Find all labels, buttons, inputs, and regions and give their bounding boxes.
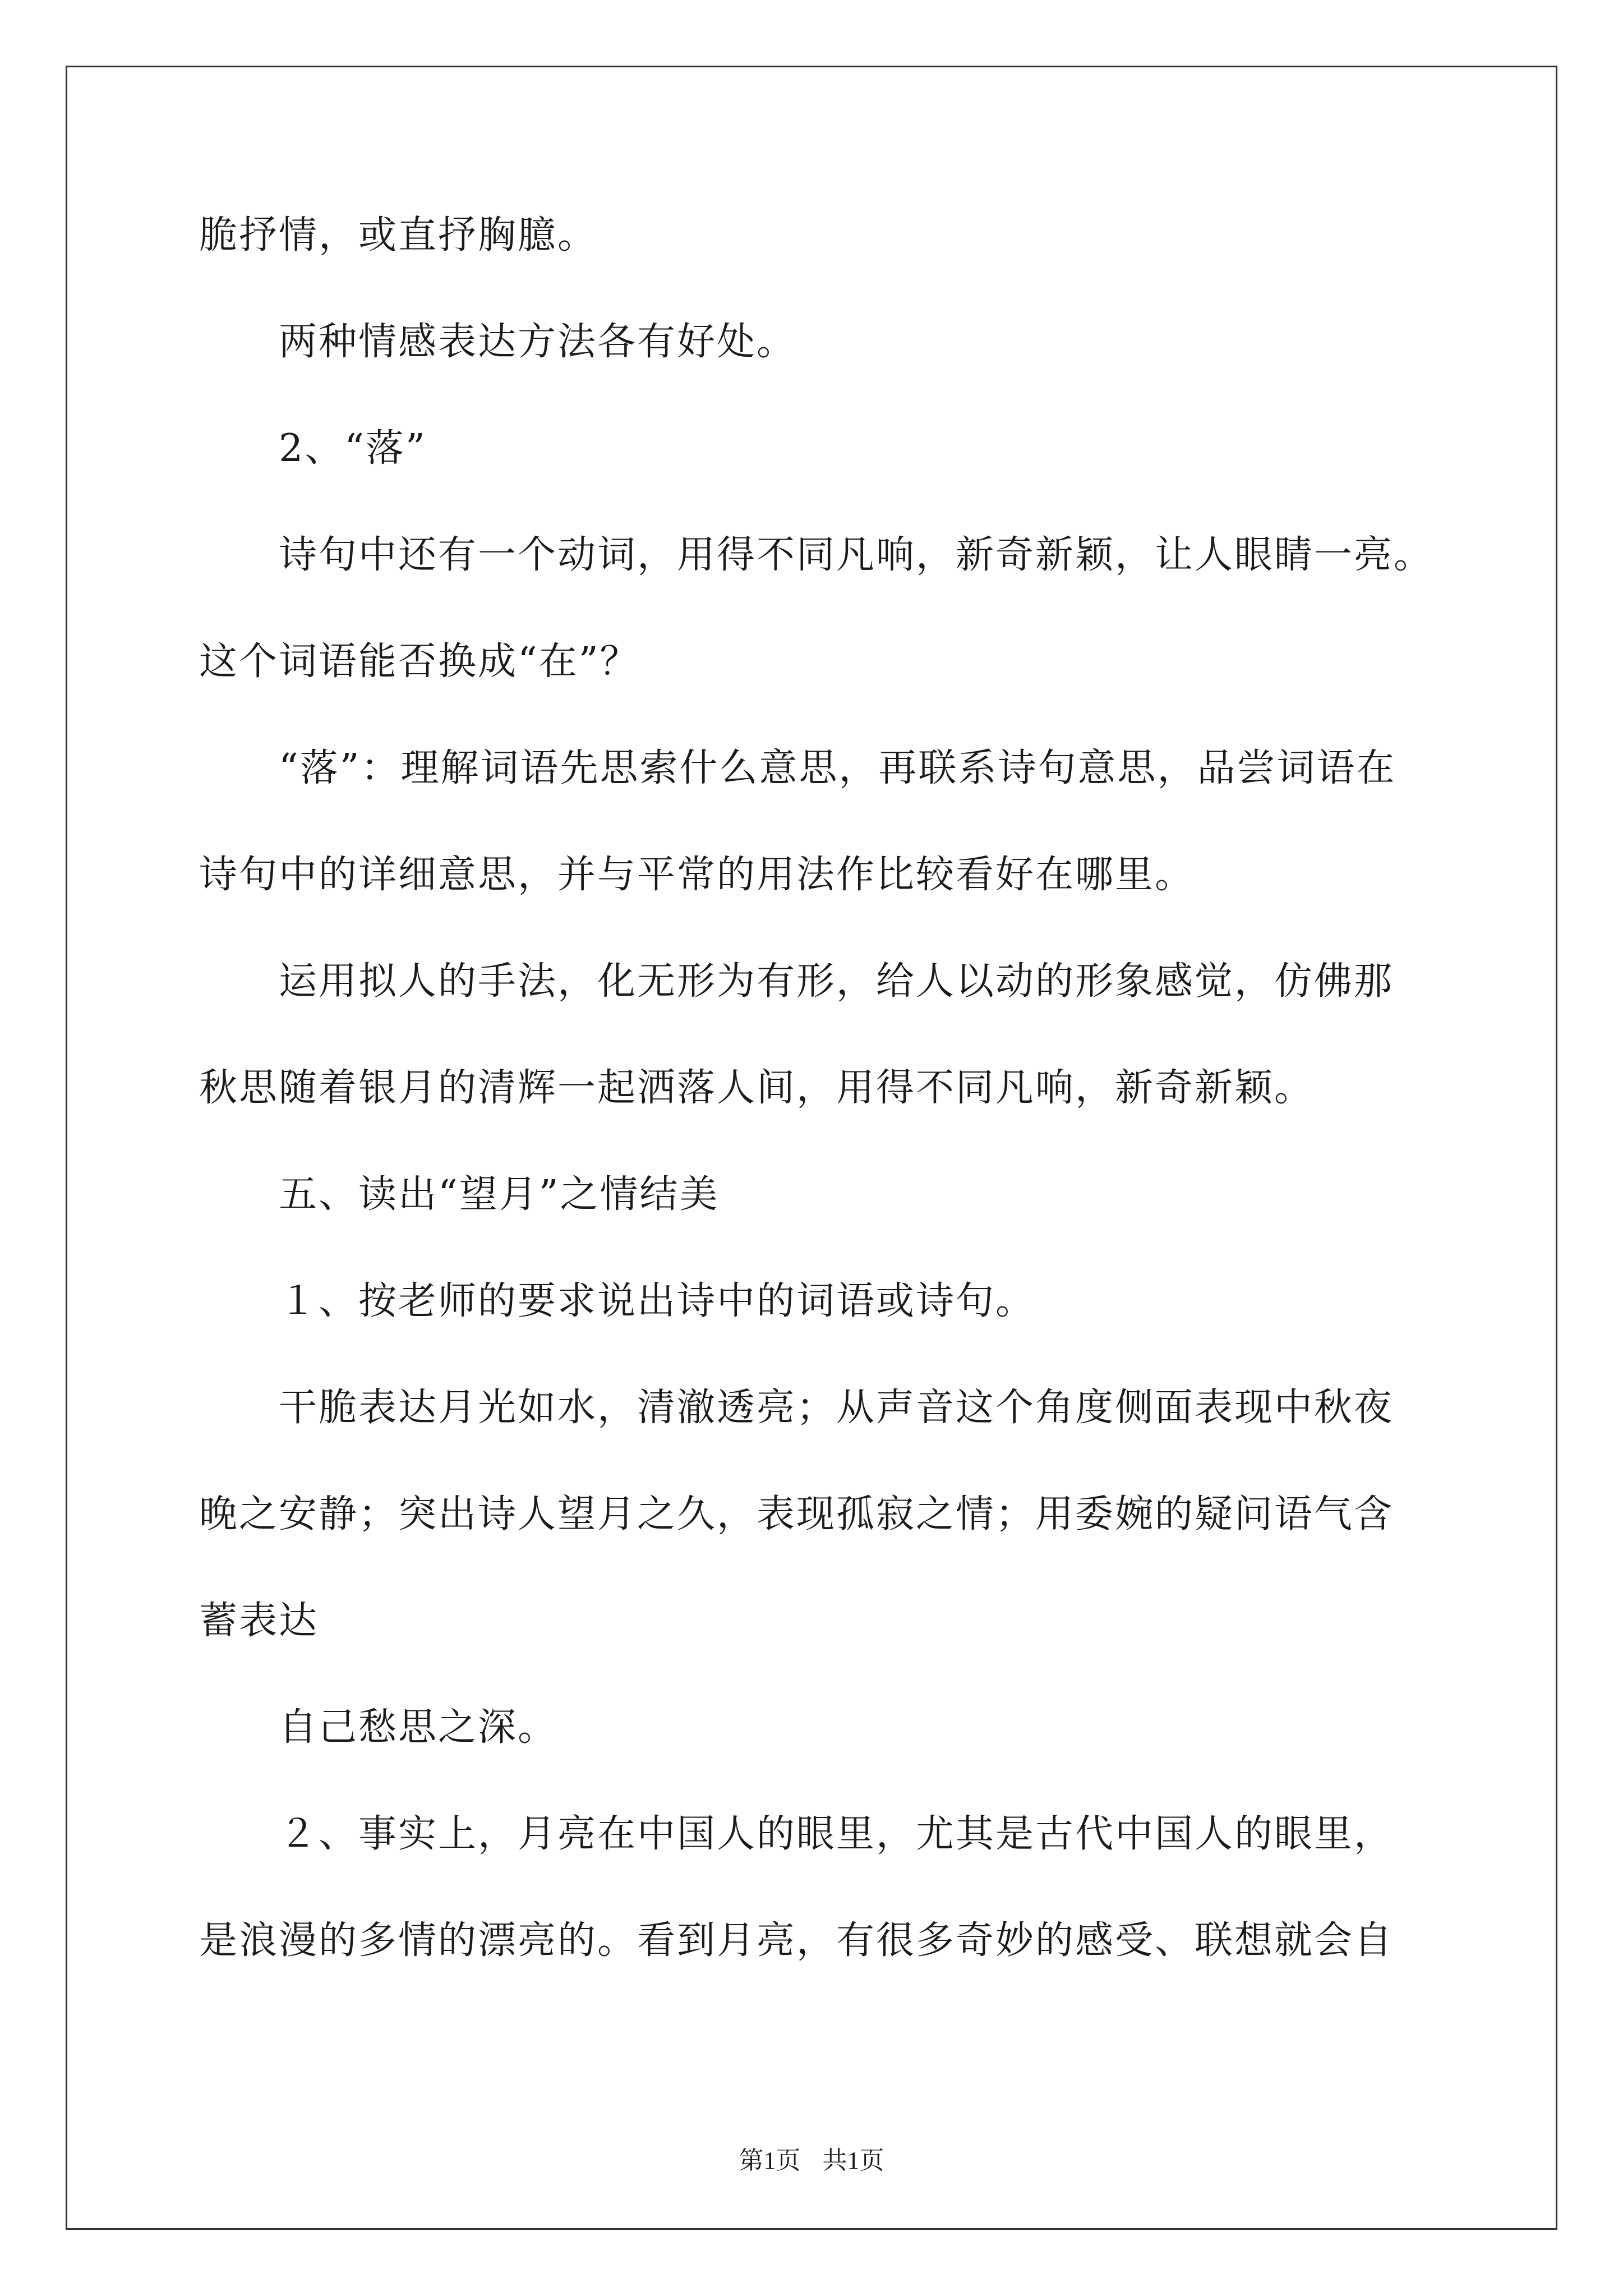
text-line: 2、“落”: [199, 426, 427, 471]
text-line: 晚之安静；突出诗人望月之久，表现孤寂之情；用委婉的疑问语气含: [199, 1492, 1394, 1536]
page-border: [66, 66, 1557, 2230]
text-line: 诗句中的详细意思，并与平常的用法作比较看好在哪里。: [199, 853, 1195, 897]
text-line: 是浪漫的多情的漂亮的。看到月亮，有很多奇妙的感受、联想就会自: [199, 1918, 1394, 1963]
text-line: 秋思随着银月的清辉一起洒落人间，用得不同凡响，新奇新颖。: [199, 1066, 1315, 1110]
page-number: 第1页: [739, 2147, 801, 2174]
page-total: 共1页: [822, 2147, 884, 2174]
text-line: 脆抒情，或直抒胸臆。: [199, 213, 598, 257]
page-footer: [0, 2140, 1623, 2176]
text-line: 五、读出“望月”之情结美: [199, 1172, 720, 1217]
text-line: 运用拟人的手法，化无形为有形，给人以动的形象感觉，仿佛那: [199, 959, 1394, 1004]
text-line: 自己愁思之深。: [199, 1705, 558, 1750]
text-line: “落”：理解词语先思索什么意思，再联系诗句意思，品尝词语在: [199, 746, 1396, 790]
text-line: 这个词语能否换成“在”？: [199, 639, 640, 684]
text-line: １、按老师的要求说出诗中的词语或诗句。: [199, 1279, 1036, 1323]
text-line: 干脆表达月光如水，清澈透亮；从声音这个角度侧面表现中秋夜: [199, 1386, 1394, 1430]
text-line: 两种情感表达方法各有好处。: [199, 320, 797, 364]
text-line: 蓄表达: [199, 1599, 319, 1643]
text-line: 诗句中还有一个动词，用得不同凡响，新奇新颖，让人眼睛一亮。: [199, 533, 1434, 577]
text-line: ２、事实上，月亮在中国人的眼里，尤其是古代中国人的眼里，: [199, 1812, 1394, 1856]
